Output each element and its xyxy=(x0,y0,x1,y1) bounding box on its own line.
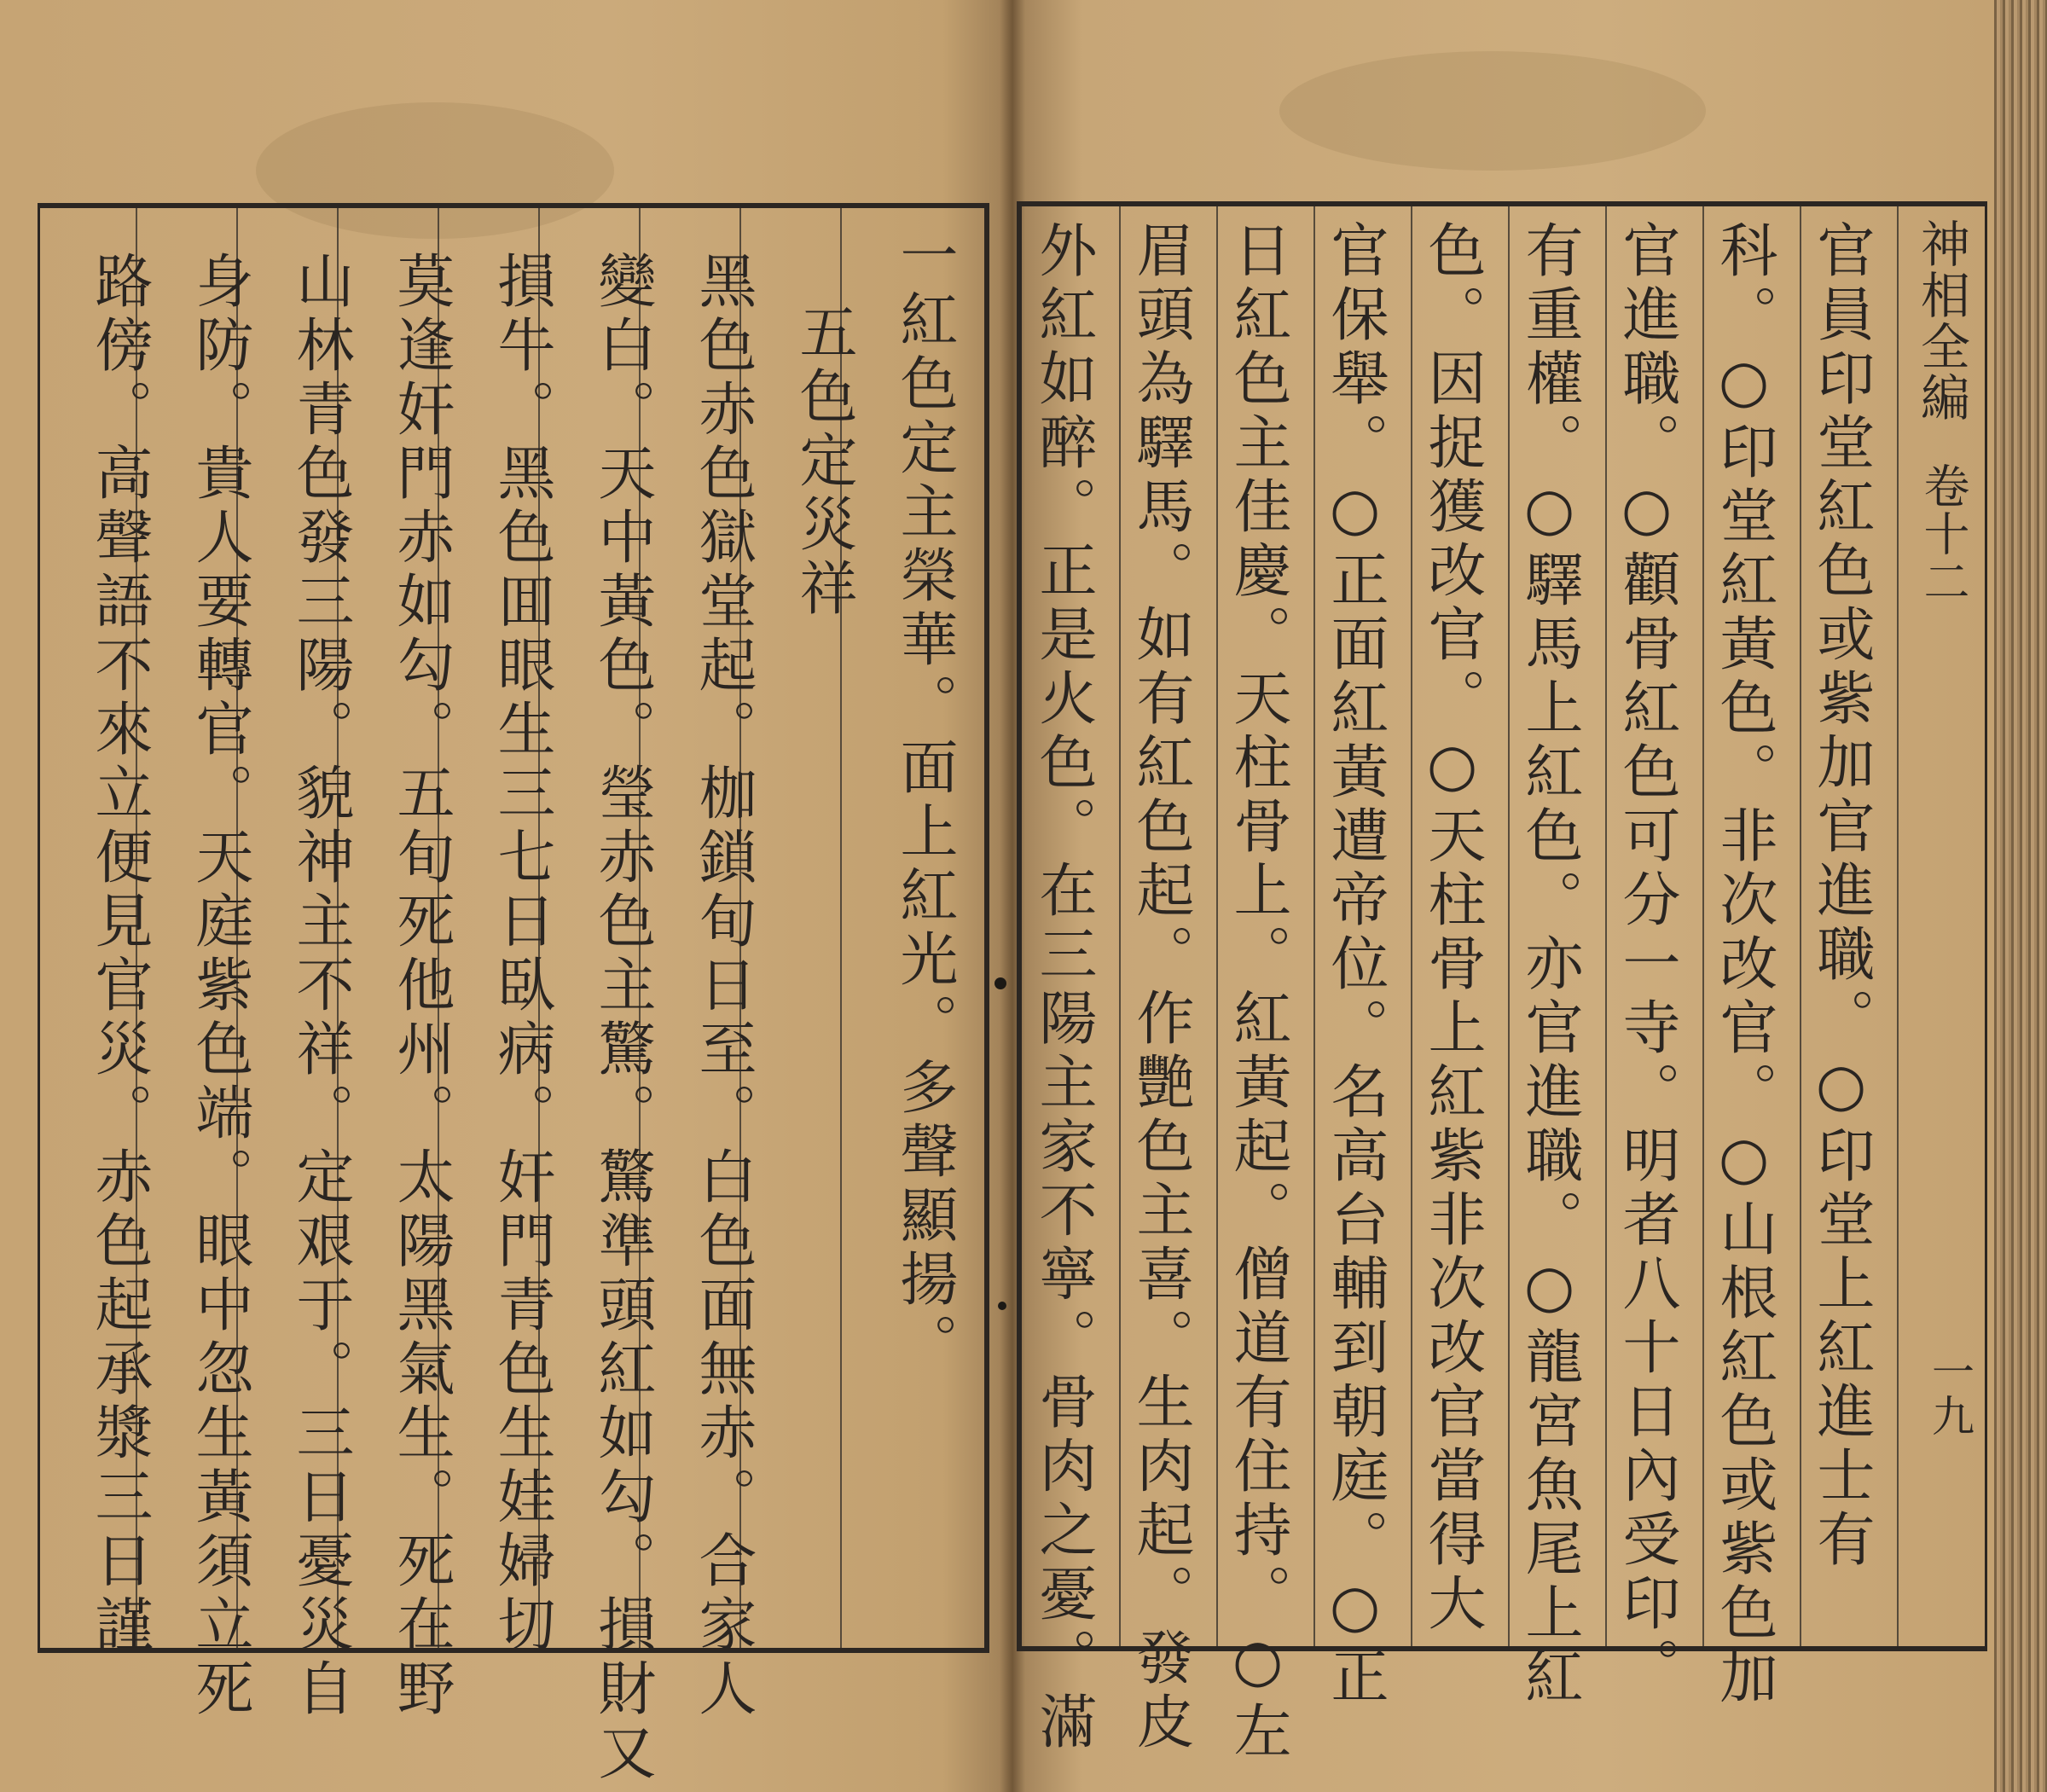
text-column: 日紅色主佳慶。天柱骨上。紅黃起。僧道有住持。○左 xyxy=(1224,220,1291,1765)
column-rule xyxy=(1119,206,1121,1646)
text-column: 外紅如醉。正是火色。在三陽主家不寧。骨肉之憂。滿 xyxy=(1029,220,1097,1755)
paper-stain xyxy=(1279,51,1706,171)
column-rule xyxy=(1800,206,1801,1646)
section-heading: 五色定災祥 xyxy=(790,302,857,622)
column-rule xyxy=(1605,206,1607,1646)
column-rule xyxy=(1508,206,1510,1646)
column-rule xyxy=(1411,206,1412,1646)
text-column: 路傍。高聲語不來立便見官災。赤色起承漿三日謹 xyxy=(85,251,153,1658)
running-title: 神相全編 xyxy=(1912,218,1970,423)
text-column: 官員印堂紅色或紫加官進職。○印堂上紅進士有 xyxy=(1807,220,1875,1573)
text-column: 莫逢奸門赤如勾。五旬死他州。太陽黑氣生。死在野 xyxy=(387,251,455,1722)
column-rule xyxy=(1313,206,1315,1646)
text-column: 科。○印堂紅黃色。非次改官。○山根紅色或紫色加 xyxy=(1710,220,1777,1710)
column-rule xyxy=(1216,206,1218,1646)
text-column: 色。因捉獲改官。○天柱骨上紅紫非次改官當得大 xyxy=(1418,220,1486,1637)
folio-number: 一九 xyxy=(1925,1349,1975,1438)
right-page-border xyxy=(1017,201,1987,1765)
binding-hole xyxy=(995,977,1006,989)
text-column: 損牛。黑色囬眼生三七日臥病。奸門青色生娃婦切 xyxy=(488,251,555,1658)
text-column: 一紅色定主榮華。面上紅光。多聲顯揚。 xyxy=(890,225,958,1377)
text-column: 黑色赤色獄堂起。枷鎖旬日至。白色面無赤。合家人 xyxy=(689,251,757,1722)
column-rule xyxy=(1897,206,1899,1646)
text-column: 山林青色發三陽。貌神主不祥。定艰于。三日憂災自 xyxy=(287,251,354,1722)
text-column: 官保舉。○正面紅黃遭帝位。名高台輔到朝庭。○正 xyxy=(1321,220,1389,1710)
page-edge-stack xyxy=(1994,0,2047,1792)
text-column: 身防。貴人要轉官。天庭紫色端。眼中忽生黃須立死 xyxy=(186,251,253,1722)
text-column: 官進職。○顴骨紅色可分一寺。明者八十日內受印。 xyxy=(1613,220,1680,1701)
left-page-border xyxy=(38,203,989,1786)
chapter-label: 卷十二 xyxy=(1917,462,1970,606)
text-column: 變白。天中黃色。瑩赤色主驚。驚準頭紅如勾。損財又 xyxy=(589,251,656,1786)
text-column: 眉頭為驛馬。如有紅色起。作艷色主喜。生肉起。發皮 xyxy=(1127,220,1194,1755)
column-rule xyxy=(1702,206,1704,1646)
text-column: 有重權。○驛馬上紅色。亦官進職。○龍宮魚尾上紅 xyxy=(1516,220,1583,1710)
binding-hole xyxy=(998,1302,1006,1310)
